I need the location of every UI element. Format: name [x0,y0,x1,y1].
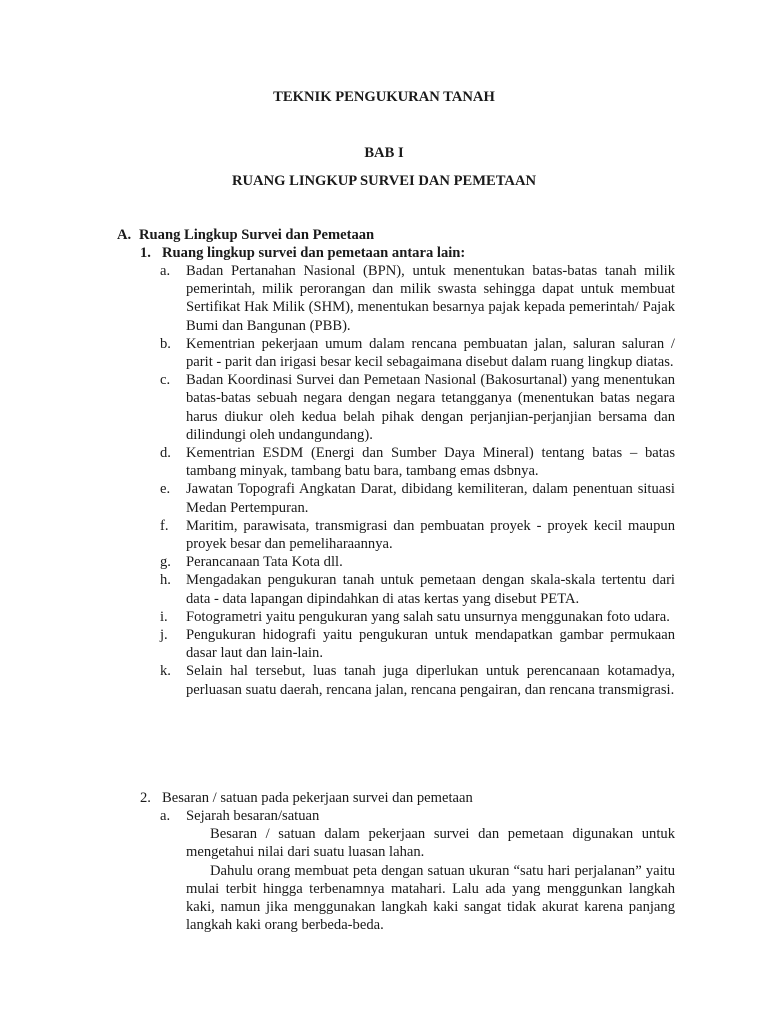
list-item [160,335,675,371]
subsection-1-number: 1. [140,245,151,261]
subsection-2-title: Besaran / satuan pada pekerjaan survei dan pemetaan [162,790,473,806]
list-item-marker: i. [160,608,168,625]
subsection-2a-title: Sejarah besaran/satuan [186,808,320,824]
list-item-marker: g. [160,554,171,571]
list-item-marker: a. [160,263,171,279]
section-a-title: Ruang Lingkup Survei dan Pemetaan [139,227,375,243]
scope-list [160,262,675,699]
subsection-2-heading [140,789,473,807]
list-item [160,662,675,698]
list-item-marker: c. [160,372,171,389]
list-item [160,480,675,516]
subsection-1-title: Ruang lingkup survei dan pemetaan antara lain: [162,245,466,261]
paragraph-1: Besaran / satuan dalam pekerjaan survei dan pemetaan digunakan untuk mengetahui nilai dari suatu luasan lahan. [186,826,675,861]
list-item [160,371,675,444]
list-item-text: Maritim, parawisata, transmigrasi dan pembuatan proyek - proyek kecil maupun proyek besar dan pemeliharaannya. [186,517,675,553]
subsection-2a-marker: a. [160,808,171,824]
list-item-text: Fotogrametri yaitu pengukuran yang salah satu unsurnya menggunakan foto udara. [186,608,670,625]
list-item [160,517,675,553]
subsection-1-heading [140,244,465,262]
list-item-text: Badan Pertanahan Nasional (BPN), untuk menentukan batas-batas tanah milik pemerintah, milik perorangan dan milik swasta sehingga dapat untuk membuat Sertifikat Hak Milik (SHM), menentukan besarnya pajak kepada pemerintah/ Pajak Bumi dan Bangunan (PBB). [186,263,675,334]
list-item-text: Selain hal tersebut, luas tanah juga diperlukan untuk perencanaan kotamadya, perluasan suatu daerah, rencana jalan, rencana pengairan, dan rencana transmigrasi. [186,663,675,698]
list-item [160,626,675,662]
subsection-2a [160,807,675,934]
list-item [160,553,675,571]
section-a-heading [117,226,374,244]
list-item-marker: j. [160,627,168,644]
list-item-text: Badan Koordinasi Survei dan Pemetaan Nasional (Bakosurtanal) yang menentukan batas-batas sebuah negara dengan negara tetangganya (menentukan batas negara harus diukur oleh kedua belah pihak dengan perjanjian-perjanjian bersama dan dilindungi oleh undangundang). [186,372,675,443]
list-item-text: Jawatan Topografi Angkatan Darat, dibidang kemiliteran, dalam penentuan situasi Medan Pertempuran. [186,481,675,516]
list-item-marker: f. [160,517,169,534]
list-item [160,444,675,480]
list-item-marker: h. [160,572,171,589]
list-item-text: Mengadakan pengukuran tanah untuk pemetaan dengan skala-skala tertentu dari data - data lapangan dipindahkan di atas kertas yang disebut PETA. [186,572,675,607]
subsection-2-number: 2. [140,790,151,806]
subsection-2a-heading [160,807,675,825]
list-item-text: Kementrian pekerjaan umum dalam rencana pembuatan jalan, saluran saluran / parit - parit dan irigasi besar kecil sebagaimana disebut dalam ruang lingkup diatas. [186,335,675,371]
list-item-text: Kementrian ESDM (Energi dan Sumber Daya Mineral) tentang batas – batas tambang minyak, tambang batu bara, tambang emas dsbnya. [186,445,675,480]
list-item-marker: k. [160,663,171,680]
chapter-title: RUANG LINGKUP SURVEI DAN PEMETAAN [231,173,537,189]
section-a-letter: A. [117,227,132,243]
list-item [160,571,675,607]
document-title: TEKNIK PENGUKURAN TANAH [273,89,495,105]
list-item-text: Perancanaan Tata Kota dll. [186,554,343,571]
list-item-marker: d. [160,445,171,462]
list-item-marker: e. [160,481,171,498]
chapter-label: BAB I [364,145,404,161]
list-item-text: Pengukuran hidografi yaitu pengukuran untuk mendapatkan gambar permukaan dasar laut dan lain-lain. [186,627,675,662]
list-item [160,608,675,626]
list-item [160,262,675,335]
paragraph-2: Dahulu orang membuat peta dengan satuan ukuran “satu hari perjalanan” yaitu mulai terbit hingga terbenamnya matahari. Lalu ada yang menggunkan langkah kaki, namun jika menggunakan langkah kaki sangat tidak akurat karena panjang langkah kaki orang berbeda-beda. [186,862,675,934]
list-item-marker: b. [160,335,171,352]
